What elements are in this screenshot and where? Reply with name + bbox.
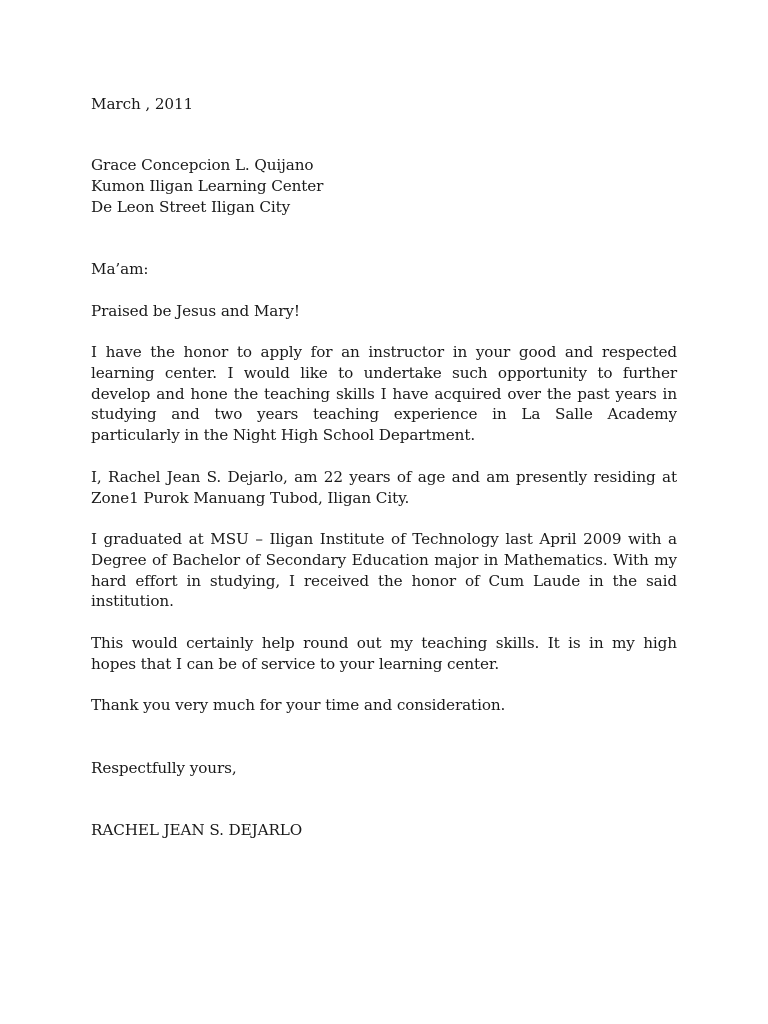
- body-paragraph-personal-info: I, Rachel Jean S. Dejarlo, am 22 years of age and am presently residing at Zone1 Purok Manuang Tubod, Iligan City.: [91, 468, 677, 507]
- salutation-text: Ma’am:: [91, 260, 149, 278]
- recipient-address: De Leon Street Iligan City: [91, 197, 291, 216]
- letter-date: [91, 94, 677, 115]
- body-paragraph-thanks: Thank you very much for your time and consideration.: [91, 696, 506, 714]
- salutation: [91, 259, 677, 280]
- signature-text: RACHEL JEAN S. DEJARLO: [91, 821, 303, 839]
- body-paragraph-application: I have the honor to apply for an instructor in your good and respected learning center. I would like to undertake such opportunity to further develop and hone the teaching skills I have acquired over the past years in studying and two years teaching experience in La Salle Academy particularly in the Night High School Department.: [91, 343, 677, 445]
- recipient-name: Grace Concepcion L. Quijano: [91, 156, 314, 174]
- closing: [91, 758, 677, 779]
- signature-name: [91, 820, 677, 841]
- date-text: March , 2011: [91, 95, 194, 113]
- closing-text: Respectfully yours,: [91, 759, 237, 777]
- recipient-address-block: [91, 155, 677, 217]
- greeting: [91, 301, 677, 322]
- greeting-text: Praised be Jesus and Mary!: [91, 302, 300, 320]
- body-paragraph-education: I graduated at MSU – Iligan Institute of Technology last April 2009 with a Degree of Bachelor of Secondary Education major in Mathematics. With my hard effort in studying, I received the honor of Cum Laude in the said institution.: [91, 530, 677, 611]
- body-paragraph-hopes: This would certainly help round out my teaching skills. It is in my high hopes that I can be of service to your learning center.: [91, 634, 677, 673]
- recipient-organization: Kumon Iligan Learning Center: [91, 176, 324, 195]
